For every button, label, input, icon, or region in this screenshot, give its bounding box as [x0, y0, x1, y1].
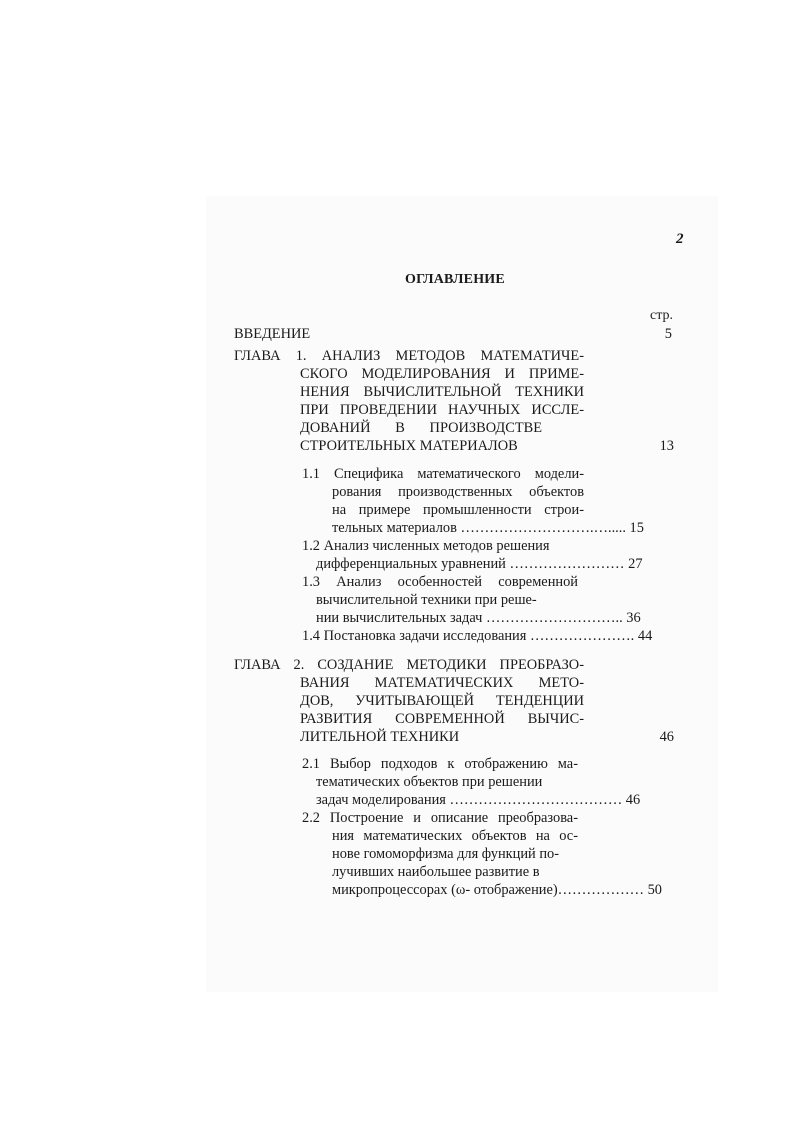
toc-section-2-2-line: нове гомоморфизма для функций по-	[332, 846, 560, 862]
toc-section-2-1-line: 2.1 Выбор подходов к отображению ма-	[302, 756, 578, 772]
page-title: ОГЛАВЛЕНИЕ	[405, 272, 505, 287]
pages-column-label: стр.	[650, 308, 674, 323]
toc-chapter1-line: ГЛАВА 1. АНАЛИЗ МЕТОДОВ МАТЕМАТИЧЕ-	[234, 348, 584, 364]
toc-chapter1-line: НЕНИЯ ВЫЧИСЛИТЕЛЬНОЙ ТЕХНИКИ	[300, 384, 584, 400]
toc-chapter2-page: 46	[659, 729, 674, 745]
toc-chapter2-line: ДОВ, УЧИТЫВАЮЩЕЙ ТЕНДЕНЦИИ	[300, 693, 584, 709]
toc-section-2-1-line: тематических объектов при решении	[316, 774, 543, 790]
page-number: 2	[676, 231, 684, 247]
toc-chapter2-line: ВАНИЯ МАТЕМАТИЧЕСКИХ МЕТО-	[300, 675, 584, 691]
toc-intro-label: ВВЕДЕНИЕ	[234, 326, 311, 342]
toc-intro-page: 5	[664, 326, 672, 342]
toc-section-1-3-line: вычислительной техники при реше-	[316, 592, 537, 608]
toc-section-1-2-line: 1.2 Анализ численных методов решения	[302, 538, 550, 554]
toc-section-1-2-line: дифференциальных уравнений …………………… 27	[316, 556, 643, 572]
toc-chapter1-line: ПРИ ПРОВЕДЕНИИ НАУЧНЫХ ИССЛЕ-	[300, 402, 584, 418]
toc-section-2-2-line: микропроцессорах (ω- отображение)……………… 50	[332, 882, 662, 898]
toc-section-1-1-line: рования производственных объектов	[332, 484, 584, 500]
toc-chapter1-line: СТРОИТЕЛЬНЫХ МАТЕРИАЛОВ	[300, 438, 518, 454]
toc-chapter2-line: ГЛАВА 2. СОЗДАНИЕ МЕТОДИКИ ПРЕОБРАЗО-	[234, 657, 584, 673]
toc-chapter2-line: ЛИТЕЛЬНОЙ ТЕХНИКИ	[300, 729, 460, 745]
toc-chapter1-page: 13	[659, 438, 674, 454]
toc-section-2-2-line: лучивших наибольшее развитие в	[332, 864, 540, 880]
toc-section-1-3-line: нии вычислительных задач ……………………….. 36	[316, 610, 641, 626]
toc-section-1-1-line: тельных материалов ……………………….…..... 15	[332, 520, 644, 536]
toc-section-2-1-line: задач моделирования ……………………………… 46	[316, 792, 641, 808]
toc-section-1-3-line: 1.3 Анализ особенностей современной	[302, 574, 578, 590]
toc-chapter1-line: ДОВАНИЙ В ПРОИЗВОДСТВЕ	[300, 420, 542, 436]
toc-section-1-4-line: 1.4 Постановка задачи исследования …………………. 44	[302, 628, 653, 644]
toc-chapter1-line: СКОГО МОДЕЛИРОВАНИЯ И ПРИМЕ-	[300, 366, 584, 382]
toc-section-2-2-line: ния математических объектов на ос-	[332, 828, 578, 844]
toc-chapter2-line: РАЗВИТИЯ СОВРЕМЕННОЙ ВЫЧИС-	[300, 711, 584, 727]
toc-section-2-2-line: 2.2 Построение и описание преобразова-	[302, 810, 578, 826]
toc-section-1-1-line: на примере промышленности строи-	[332, 502, 584, 518]
toc-section-1-1-line: 1.1 Специфика математического модели-	[302, 466, 584, 482]
